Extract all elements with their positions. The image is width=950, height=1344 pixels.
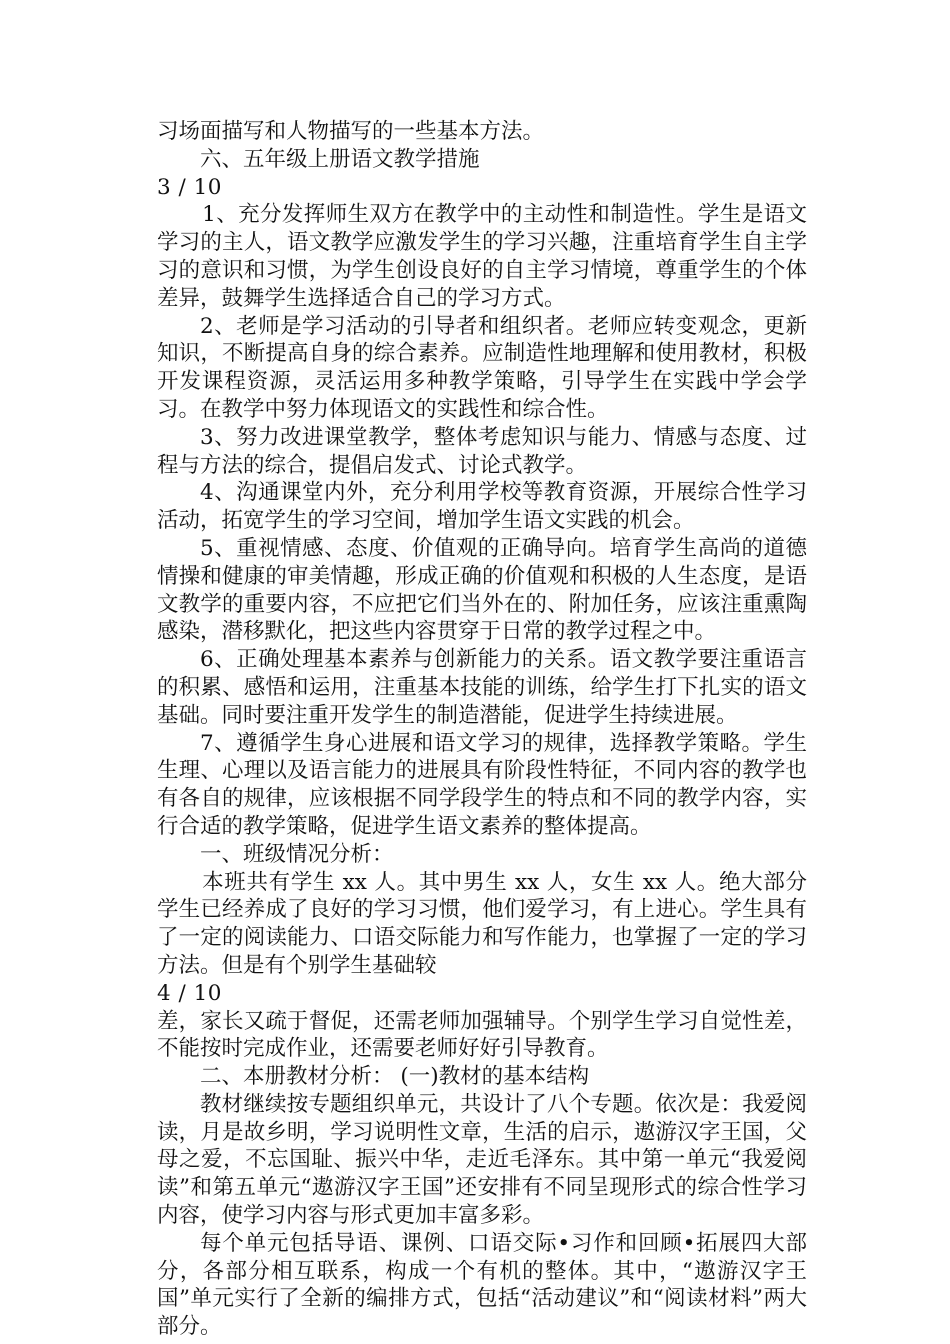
paragraph: 1、充分发挥师生双方在教学中的主动性和制造性。学生是语文学习的主人，语文教学应激发学生的学习兴趣，注重培育学生自主学习的意识和习惯，为学生创设良好的自主学习情境，尊重学生的个体差异，鼓舞学生选择适合自己的学习方式。 [157,202,807,311]
page-number: 4 / 10 [157,980,222,1006]
section-heading: 六、五年级上册语文教学措施 [200,146,480,172]
section-heading: 一、班级情况分析： [200,841,394,867]
paragraph: 3、努力改进课堂教学，整体考虑知识与能力、情感与态度、过程与方法的综合，提倡启发式、讨论式教学。 [157,424,807,478]
paragraph: 5、重视情感、态度、价值观的正确导向。培育学生高尚的道德情操和健康的审美情趣，形成正确的价值观和积极的人生态度，是语文教学的重要内容，不应把它们当外在的、附加任务，应该注重熏陶感染，潜移默化，把这些内容贯穿于日常的教学过程之中。 [157,535,807,645]
paragraph: 4、沟通课堂内外，充分利用学校等教育资源，开展综合性学习活动，拓宽学生的学习空间，增加学生语文实践的机会。 [157,480,807,534]
page-number: 3 / 10 [157,174,222,200]
paragraph: 7、遵循学生身心进展和语文学习的规律，选择教学策略。学生生理、心理以及语言能力的进展具有阶段性特征，不同内容的教学也有各自的规律，应该根据不同学段学生的特点和不同的教学内容，实行合适的教学策略，促进学生语文素养的整体提高。 [157,730,807,839]
paragraph: 教材继续按专题组织单元，共设计了八个专题。依次是：我爱阅读，月是故乡明，学习说明性文章，生活的启示，遨游汉字王国，父母之爱，不忘国耻、振兴中华，走近毛泽东。其中第一单元“我爱阅读”和第五单元“遨游汉字王国”还安排有不同呈现形式的综合性学习内容，使学习内容与形式更加丰富多彩。 [157,1091,807,1229]
text-line: 习场面描写和人物描写的一些基本方法。 [157,119,545,144]
paragraph: 2、老师是学习活动的引导者和组织者。老师应转变观念，更新知识，不断提高自身的综合素养。应制造性地理解和使用教材，积极开发课程资源，灵活运用多种教学策略，引导学生在实践中学会学习。在教学中努力体现语文的实践性和综合性。 [157,313,807,422]
section-heading: 二、本册教材分析： (一)教材的基本结构 [200,1064,590,1090]
paragraph: 每个单元包括导语、课例、口语交际•习作和回顾•拓展四大部分，各部分相互联系，构成一个有机的整体。其中，“遨游汉字王国”单元实行了全新的编排方式，包括“活动建议”和“阅读材料”两大部分。 [157,1230,807,1340]
paragraph: 6、正确处理基本素养与创新能力的关系。语文教学要注重语言的积累、感悟和运用，注重基本技能的训练，给学生打下扎实的语文基础。同时要注重开发学生的制造潜能，促进学生持续进展。 [157,647,807,728]
document-body [157,118,807,1341]
paragraph: 本班共有学生 xx 人。其中男生 xx 人，女生 xx 人。绝大部分学生已经养成了良好的学习习惯，他们爱学习，有上进心。学生具有了一定的阅读能力、口语交际能力和写作能力，也掌握了一定的学习方法。但是有个别学生基础较 [157,869,807,978]
paragraph: 差，家长又疏于督促，还需老师加强辅导。个别学生学习自觉性差，不能按时完成作业，还需要老师好好引导教育。 [157,1008,807,1062]
